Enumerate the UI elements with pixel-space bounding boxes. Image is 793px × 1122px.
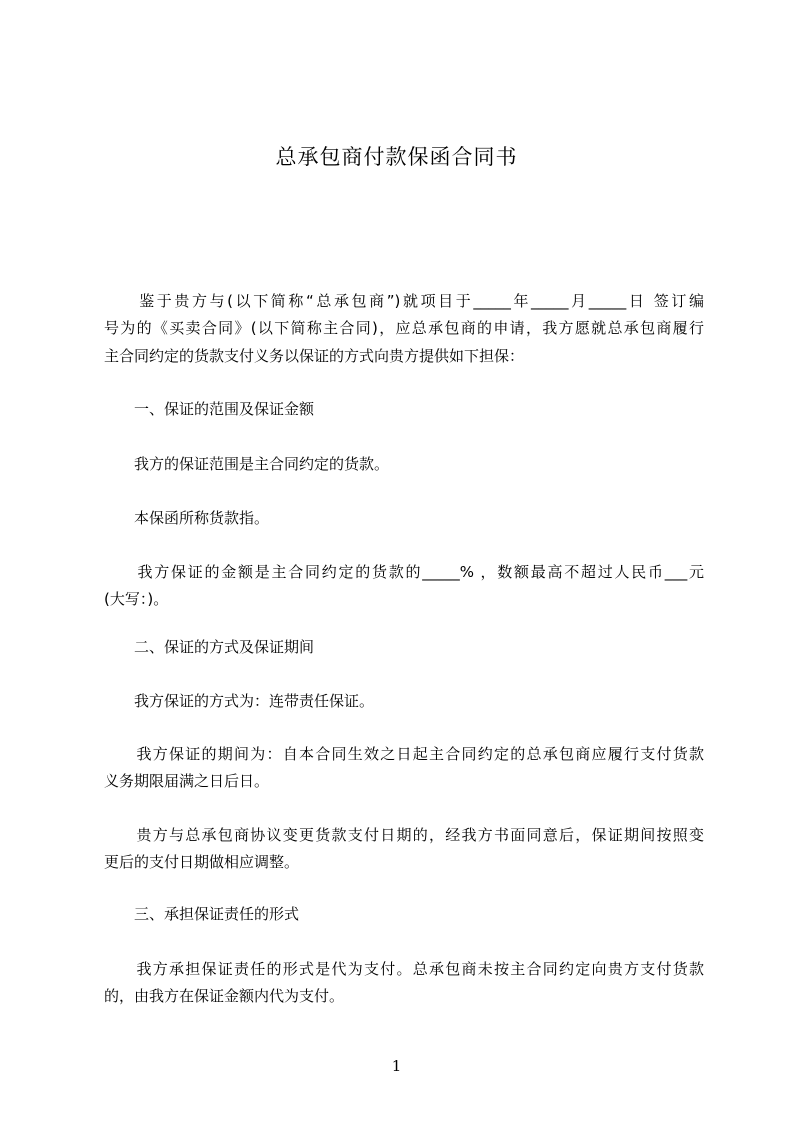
section-1-paragraph-3-line-2: (大写：)。: [104, 590, 169, 608]
section-1-paragraph-1: 我方的保证范围是主合同约定的货款。: [104, 455, 390, 473]
section-1-paragraph-3-line-1: 我方保证的金额是主合同约定的货款的_____% ，数额最高不超过人民币___元: [104, 563, 704, 581]
intro-line-1: 鉴于贵方与(以下简称“总承包商”)就项目于_____年_____月_____日 签订编: [104, 292, 704, 310]
section-3-heading: 三、承担保证责任的形式: [104, 905, 300, 923]
section-2-heading: 二、保证的方式及保证期间: [104, 638, 315, 656]
intro-line-3: 主合同约定的货款支付义务以保证的方式向贵方提供如下担保：: [104, 347, 525, 365]
intro-line-2: 号为的《买卖合同》(以下简称主合同)，应总承包商的申请，我方愿就总承包商履行: [104, 319, 704, 337]
section-2-paragraph-3-line-2: 更后的支付日期做相应调整。: [104, 853, 300, 871]
section-3-paragraph-1-line-2: 的，由我方在保证金额内代为支付。: [104, 987, 345, 1005]
section-1-heading: 一、保证的范围及保证金额: [104, 400, 315, 418]
section-2-paragraph-3-line-1: 贵方与总承包商协议变更货款支付日期的，经我方书面同意后，保证期间按照变: [104, 826, 704, 844]
section-1-paragraph-2: 本保函所称货款指。: [104, 509, 270, 527]
section-2-paragraph-1: 我方保证的方式为：连带责任保证。: [104, 692, 375, 710]
section-2-paragraph-2-line-2: 义务期限届满之日后日。: [104, 772, 270, 790]
document-title: 总承包商付款保函合同书: [275, 145, 518, 169]
section-3-paragraph-1-line-1: 我方承担保证责任的形式是代为支付。总承包商未按主合同约定向贵方支付货款: [104, 960, 704, 978]
section-2-paragraph-2-line-1: 我方保证的期间为：自本合同生效之日起主合同约定的总承包商应履行支付货款: [104, 745, 704, 763]
page-number: 1: [391, 1057, 402, 1075]
